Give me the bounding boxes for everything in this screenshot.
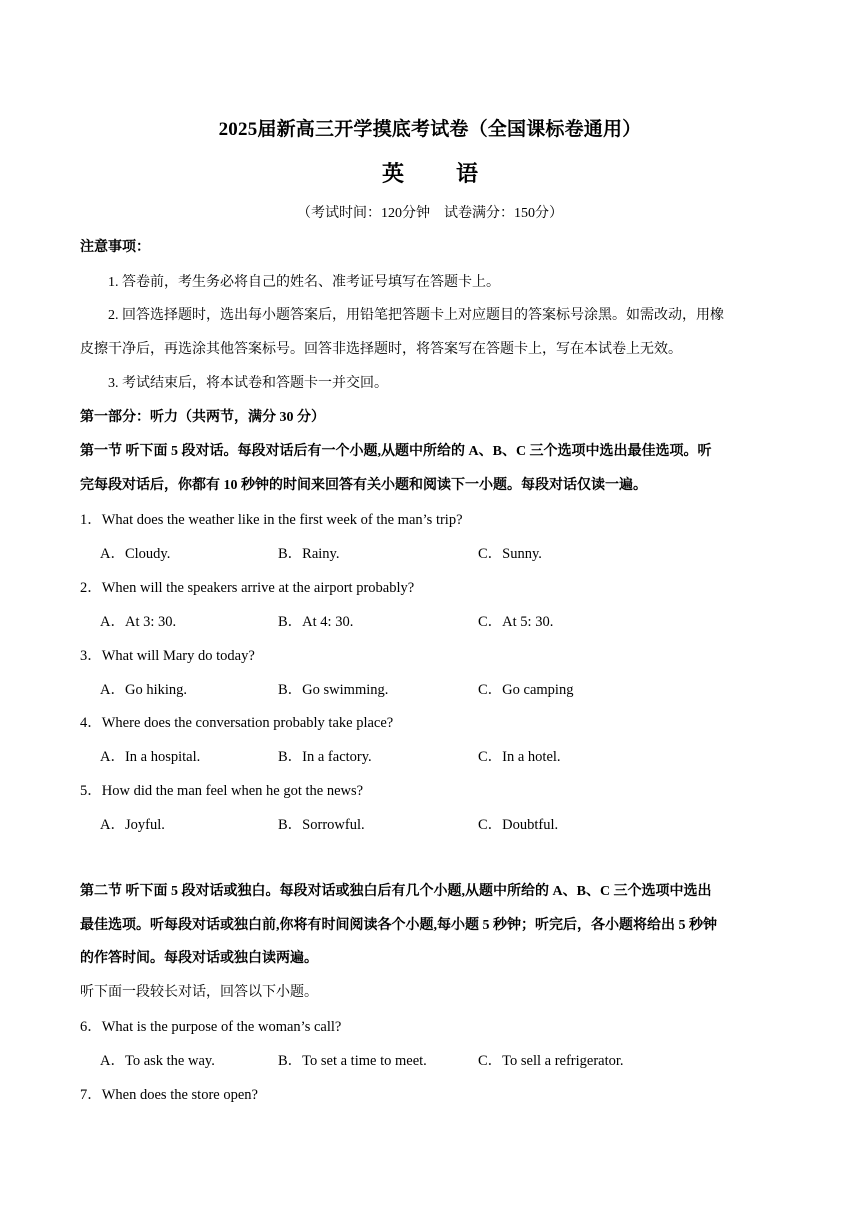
subject-title — [0, 157, 860, 188]
option-a: A．At 3: 30. — [100, 614, 177, 630]
option-a: A．Go hiking. — [100, 682, 187, 698]
option-a: A．Joyful. — [100, 817, 165, 833]
note-item-2-line-1: 2. 回答选择题时，选出每小题答案后，用铅笔把答题卡上对应题目的答案标号涂黑。如需改动，用橡 — [108, 308, 724, 323]
option-a: A．To ask the way. — [100, 1053, 215, 1069]
option-c: C．At 5: 30. — [478, 614, 554, 630]
option-b: B．Sorrowful. — [278, 817, 365, 833]
exam-info: （考试时间：120分钟 试卷满分：150分） — [297, 206, 563, 221]
option-b: B．To set a time to meet. — [278, 1053, 427, 1069]
section1-instruction-line-1: 第一节 听下面 5 段对话。每段对话后有一个小题,从题中所给的 A、B、C 三个选项中选出最佳选项。听 — [80, 444, 712, 459]
section2-instruction-line-2: 最佳选项。听每段对话或独白前,你将有时间阅读各个小题,每小题 5 秒钟；听完后，各小题将给出 5 秒钟 — [80, 918, 717, 933]
question-stem: 7．When does the store open? — [80, 1087, 258, 1103]
subject-char-1: 英 — [381, 161, 404, 186]
option-a: A．In a hospital. — [100, 749, 201, 765]
section2-dialogue-instruction: 听下面一段较长对话，回答以下小题。 — [80, 985, 318, 1000]
option-c: C．To sell a refrigerator. — [478, 1053, 624, 1069]
question-stem: 3．What will Mary do today? — [80, 648, 255, 664]
option-b: B．In a factory. — [278, 749, 372, 765]
question-stem: 4．Where does the conversation probably take place? — [80, 715, 394, 731]
option-b: B．Go swimming. — [278, 682, 389, 698]
question-stem: 6．What is the purpose of the woman’s call? — [80, 1019, 342, 1035]
option-a: A．Cloudy. — [100, 546, 171, 562]
note-item-1: 1. 答卷前，考生务必将自己的姓名、准考证号填写在答题卡上。 — [108, 275, 500, 290]
notes-heading: 注意事项： — [80, 240, 150, 255]
question-stem: 5．How did the man feel when he got the news? — [80, 783, 364, 799]
option-b: B．Rainy. — [278, 546, 340, 562]
section1-instruction-line-2: 完每段对话后，你都有 10 秒钟的时间来回答有关小题和阅读下一小题。每段对话仅读一遍。 — [80, 478, 647, 493]
page-title: 2025届新高三开学摸底考试卷（全国课标卷通用） — [218, 119, 642, 140]
option-c: C．Sunny. — [478, 546, 542, 562]
note-item-3: 3. 考试结束后，将本试卷和答题卡一并交回。 — [108, 376, 388, 391]
option-c: C．Go camping — [478, 682, 574, 698]
option-c: C．In a hotel. — [478, 749, 561, 765]
option-c: C．Doubtful. — [478, 817, 559, 833]
section2-instruction-line-1: 第二节 听下面 5 段对话或独白。每段对话或独白后有几个小题,从题中所给的 A、B、C 三个选项中选出 — [80, 884, 712, 899]
question-stem: 2．When will the speakers arrive at the airport probably? — [80, 580, 415, 596]
section2-instruction-line-3: 的作答时间。每段对话或独白读两遍。 — [80, 951, 318, 966]
subject-char-2: 语 — [456, 161, 479, 186]
part1-heading: 第一部分：听力（共两节，满分 30 分） — [80, 410, 325, 425]
note-item-2-line-2: 皮擦干净后，再选涂其他答案标号。回答非选择题时，将答案写在答题卡上，写在本试卷上无效。 — [80, 342, 682, 357]
option-b: B．At 4: 30. — [278, 614, 354, 630]
question-stem: 1．What does the weather like in the first week of the man’s trip? — [80, 512, 463, 528]
